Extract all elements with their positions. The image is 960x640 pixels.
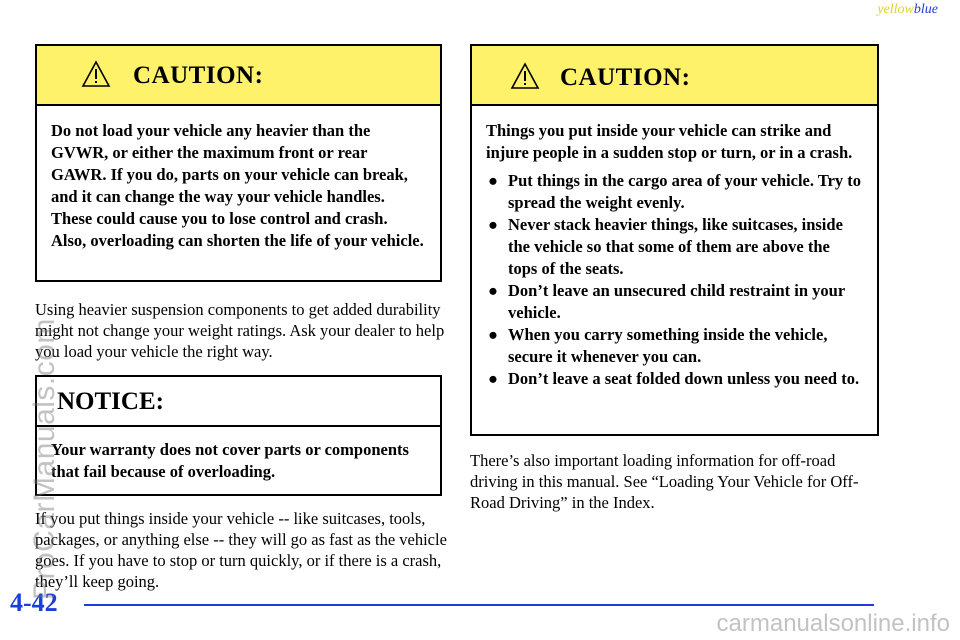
bullet-dot-icon: ●: [488, 171, 498, 190]
list-item-text: Don’t leave a seat folded down unless you need to.: [508, 369, 860, 388]
caution-body: [472, 106, 877, 400]
notice-title: NOTICE:: [57, 388, 164, 415]
color-tag-blue: blue: [913, 2, 938, 17]
list-item-text: Put things in the cargo area of your vehicle. Try to spread the weight evenly.: [508, 171, 862, 212]
paragraph-offroad: There’s also important loading information for off-road driving in this manual. See “Loading Your Vehicle for Off-Road Driving” in the Index.: [470, 451, 859, 512]
caution-box-cargo: [470, 44, 879, 436]
list-item-text: When you carry something inside the vehicle, secure it whenever you can.: [508, 325, 828, 366]
color-tag-yellow: yellow: [877, 2, 914, 17]
list-item: [486, 214, 863, 280]
bullet-dot-icon: ●: [488, 215, 498, 234]
caution-header: [37, 46, 440, 106]
warning-triangle-icon: [81, 60, 111, 88]
warning-triangle-icon: [510, 62, 540, 90]
notice-box: [35, 375, 442, 496]
bullet-dot-icon: ●: [488, 281, 498, 300]
caution-intro: Things you put inside your vehicle can strike and injure people in a sudden stop or turn, or in a crash.: [486, 121, 853, 162]
color-tag: [877, 2, 938, 18]
watermark-side: ProCarManuals.com: [28, 318, 61, 600]
page-number: 4-42: [10, 588, 58, 617]
caution-body: Do not load your vehicle any heavier than the GVWR, or either the maximum front or rear GAWR. If you do, parts on your vehicle can break, and it can change the way your vehicle handles. These could cause you to lose control and crash. Also, overloading can shorten the life of your vehicle.: [51, 121, 424, 250]
list-item-text: Never stack heavier things, like suitcases, inside the vehicle so that some of them are above the tops of the seats.: [508, 215, 843, 278]
notice-header: [37, 377, 440, 427]
list-item: [486, 170, 863, 214]
caution-title: CAUTION:: [560, 64, 691, 91]
caution-title: CAUTION:: [133, 62, 264, 89]
caution-box-overload: [35, 44, 442, 282]
caution-header: [472, 46, 877, 106]
bullet-dot-icon: ●: [488, 325, 498, 344]
paragraph-suspension: Using heavier suspension components to get added durability might not change your weight ratings. Ask your dealer to help you load your vehicle the right way.: [35, 300, 445, 361]
list-item: [486, 280, 863, 324]
watermark-bottom: carmanualsonline.info: [716, 610, 950, 637]
notice-body: Your warranty does not cover parts or components that fail because of overloading.: [51, 440, 409, 481]
list-item: [486, 324, 863, 368]
list-item-text: Don’t leave an unsecured child restraint in your vehicle.: [508, 281, 845, 322]
list-item: [486, 368, 863, 390]
caution-bullet-list: [486, 170, 863, 390]
paragraph-loose-items: If you put things inside your vehicle -- like suitcases, tools, packages, or anything else -- they will go as fast as the vehicle goes. If you have to stop or turn quickly, or if there is a crash, they’ll keep going.: [35, 509, 447, 591]
footer-rule: [84, 604, 874, 606]
bullet-dot-icon: ●: [488, 369, 498, 388]
